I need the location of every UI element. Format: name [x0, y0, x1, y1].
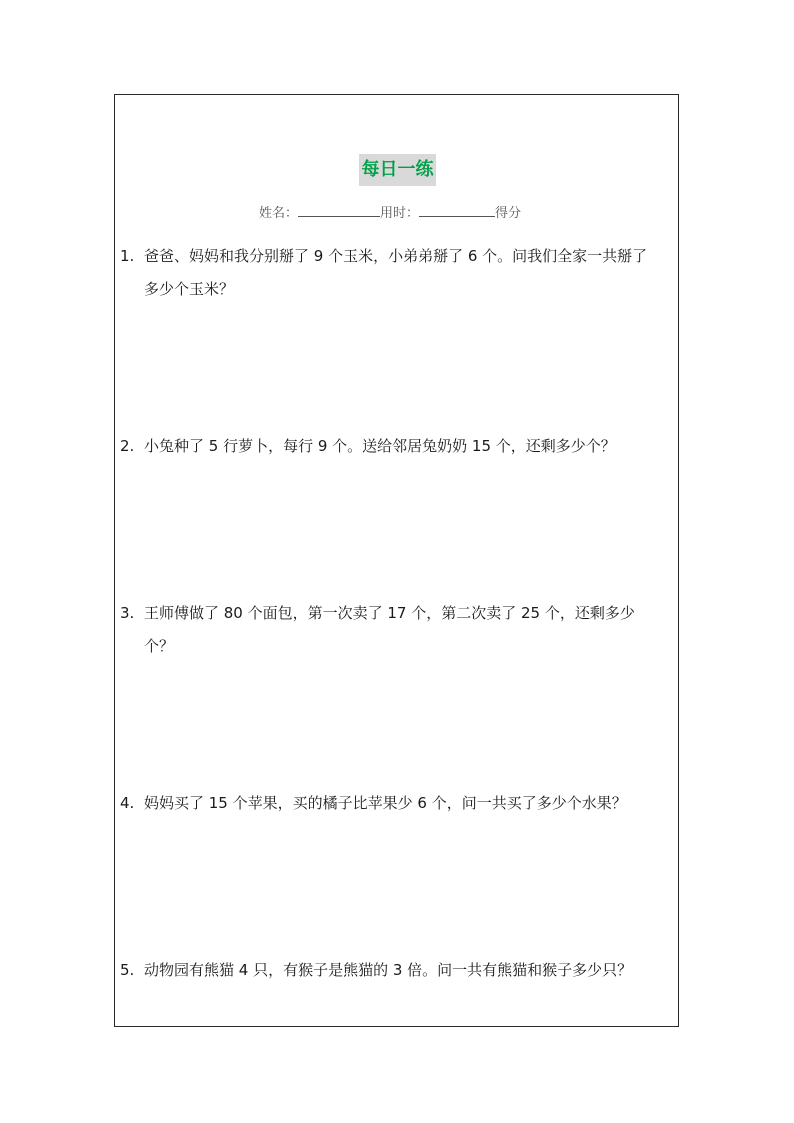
- question-text: 王师傅做了 80 个面包，第一次卖了 17 个，第二次卖了 25 个，还剩多少个？: [144, 604, 635, 655]
- name-blank: [298, 202, 380, 217]
- question-4: [120, 787, 660, 820]
- worksheet-border: [114, 94, 679, 1027]
- worksheet-title: 每日一练: [359, 154, 436, 186]
- question-number: 2.: [120, 437, 135, 455]
- question-number: 3.: [120, 604, 135, 622]
- name-label: 姓名：: [259, 206, 299, 221]
- student-info-line: [259, 202, 521, 222]
- score-label: 得分: [495, 206, 522, 221]
- time-blank: [419, 202, 495, 217]
- question-text: 妈妈买了 15 个苹果，买的橘子比苹果少 6 个，问一共买了多少个水果？: [144, 794, 627, 812]
- question-3: [120, 597, 660, 663]
- question-number: 4.: [120, 794, 135, 812]
- time-label: 用时：: [380, 206, 420, 221]
- question-text: 动物园有熊猫 4 只，有猴子是熊猫的 3 倍。问一共有熊猫和猴子多少只？: [144, 961, 633, 979]
- question-2: [120, 430, 660, 463]
- question-5: [120, 954, 660, 987]
- question-text: 小兔种了 5 行萝卜，每行 9 个。送给邻居兔奶奶 15 个，还剩多少个？: [144, 437, 616, 455]
- question-text: 爸爸、妈妈和我分别掰了 9 个玉米，小弟弟掰了 6 个。问我们全家一共掰了多少个玉米？: [144, 247, 648, 298]
- question-number: 5.: [120, 961, 135, 979]
- question-1: [120, 240, 660, 306]
- question-number: 1.: [120, 247, 135, 265]
